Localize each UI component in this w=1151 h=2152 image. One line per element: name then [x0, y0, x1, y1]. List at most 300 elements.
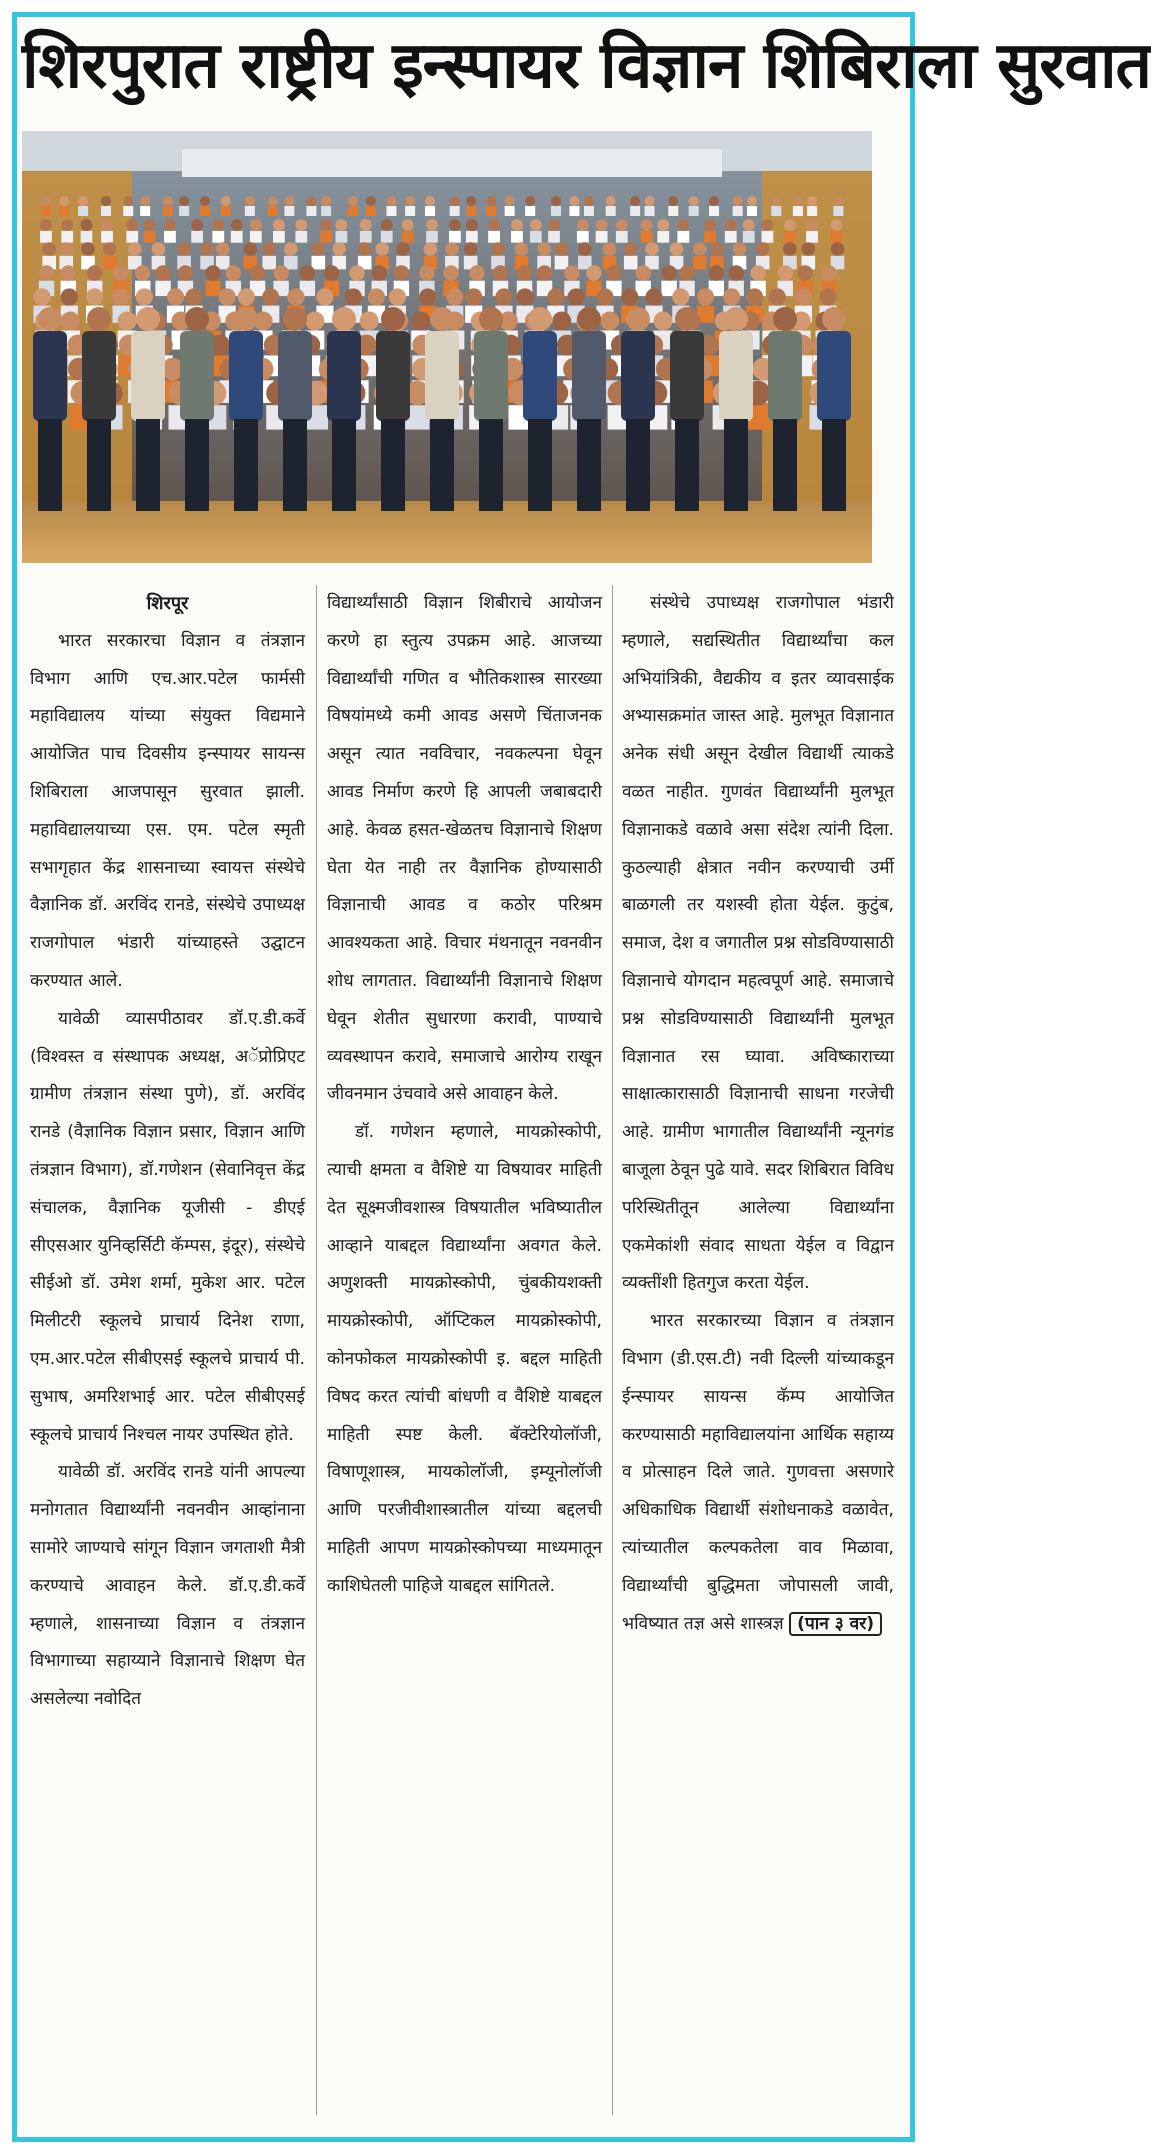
audience-member-head [756, 242, 770, 256]
guest-legs [626, 419, 650, 511]
guest-torso [621, 331, 655, 421]
audience-member-head [405, 196, 415, 206]
guest-torso [768, 331, 802, 421]
audience-member-head [345, 288, 362, 305]
audience-member-head [488, 219, 500, 231]
audience-member-head [126, 219, 138, 231]
audience-member-head [42, 242, 56, 256]
guest-legs [283, 419, 307, 511]
audience-member-head [306, 196, 316, 206]
audience-member-head [600, 312, 619, 331]
guest-legs [38, 419, 62, 511]
audience-member-body [551, 206, 561, 216]
guest-head [381, 307, 405, 331]
audience-member-head [250, 219, 262, 231]
audience-member-head [33, 288, 50, 305]
audience-member-head [360, 219, 372, 231]
guest-head [430, 307, 454, 331]
audience-member-head [657, 219, 669, 231]
audience-member-head [704, 219, 716, 231]
audience-member-head [273, 265, 288, 280]
audience-member-head [178, 265, 193, 280]
guest-head [626, 307, 650, 331]
guest-legs [773, 419, 797, 511]
audience-member-head [783, 242, 797, 256]
guest-head [332, 307, 356, 331]
audience-member-body [426, 231, 438, 243]
guest-legs [577, 419, 601, 511]
audience-member-body [488, 231, 500, 243]
audience-member-head [320, 219, 332, 231]
audience-member-head [245, 196, 255, 206]
audience-member-body [221, 206, 231, 216]
audience-member-body [212, 231, 224, 243]
audience-member-body [784, 231, 796, 243]
audience-member-head [449, 219, 461, 231]
audience-member-head [802, 242, 816, 256]
audience-member-body [126, 231, 138, 243]
audience-member-head [661, 265, 676, 280]
audience-member-head [495, 288, 512, 305]
audience-member-body [806, 231, 818, 243]
audience-member-body [140, 206, 150, 216]
audience-member-head [321, 196, 331, 206]
guest-torso [33, 331, 67, 421]
guest-torso [278, 331, 312, 421]
audience-member-body [163, 206, 173, 216]
audience-member-body [606, 206, 616, 216]
article-paragraph: यावेळी डॉ. अरविंद रानडे यांनी आपल्या मनोगतात विद्यार्थ्यांनी नवनवीन आव्हांनाना सामोरे जाण्याचे सांगून विज्ञान जगताशी मैत्री करण्याचे आवाहन केले. डॉ.ए.डी.कर्वे म्हणाले, शासनाच्या विज्ञान व तंत्रज्ञान विभागाच्या सहाय्याने विज्ञानाचे शिक्षण घेत असलेल्या नवोदित [30, 1462, 305, 1710]
audience-member-head [806, 219, 818, 231]
audience-member-head [284, 242, 298, 256]
audience-member-body [624, 256, 638, 270]
audience-member-body [312, 256, 326, 270]
audience-member-head [61, 312, 80, 331]
audience-member-body [273, 231, 285, 243]
guest-torso [572, 331, 606, 421]
audience-member-body [584, 206, 594, 216]
audience-member-head [39, 265, 54, 280]
audience-member-head [733, 242, 747, 256]
audience-member-body [335, 231, 347, 243]
audience-member-head [747, 196, 757, 206]
audience-member-head [163, 196, 173, 206]
guest-torso [817, 331, 851, 421]
audience-member-head [332, 242, 346, 256]
audience-member-head [630, 196, 640, 206]
audience-member-head [555, 242, 569, 256]
audience-member-body [704, 231, 716, 243]
guest-legs [675, 419, 699, 511]
audience-member-body [205, 281, 220, 296]
audience-member-head [491, 242, 505, 256]
audience-member-head [670, 242, 684, 256]
audience-member-head [87, 265, 102, 280]
audience-member-head [287, 288, 304, 305]
audience-member-body [103, 256, 117, 270]
audience-member-head [396, 242, 410, 256]
guest-legs [724, 419, 748, 511]
audience-member-body [693, 256, 707, 270]
continuation-marker[interactable]: (पान ३ वर) [789, 1612, 882, 1636]
audience-member-head [725, 219, 737, 231]
audience-member-body [402, 231, 414, 243]
guest-torso [474, 331, 508, 421]
audience-member-body [793, 206, 803, 216]
guest-legs [479, 419, 503, 511]
audience-member-body [425, 206, 435, 216]
audience-member-head [238, 288, 255, 305]
audience-member-head [530, 219, 542, 231]
audience-member-head [821, 265, 836, 280]
audience-member-head [516, 288, 533, 305]
audience-member-head [525, 196, 535, 206]
audience-member-head [425, 196, 435, 206]
guest-head [38, 307, 62, 331]
audience-member-body [200, 206, 210, 216]
audience-member-head [547, 288, 564, 305]
audience-member-head [819, 288, 836, 305]
audience-member-head [551, 196, 561, 206]
audience-member-body [101, 206, 111, 216]
audience-member-head [464, 242, 478, 256]
audience-member-head [689, 196, 699, 206]
guest-legs [381, 419, 405, 511]
audience-member-body [616, 231, 628, 243]
audience-member-head [469, 265, 484, 280]
guest-legs [528, 419, 552, 511]
audience-member-head [733, 196, 743, 206]
audience-member-head [778, 265, 793, 280]
audience-member-head [349, 265, 364, 280]
audience-member-head [728, 265, 743, 280]
audience-member-body [284, 206, 294, 216]
audience-member-head [621, 288, 638, 305]
audience-member-head [250, 265, 265, 280]
audience-member-body [641, 231, 653, 243]
audience-member-head [831, 242, 845, 256]
audience-member-head [548, 219, 560, 231]
audience-member-head [366, 196, 376, 206]
audience-member-head [375, 242, 389, 256]
audience-member-head [606, 196, 616, 206]
article-paragraph-text: भारत सरकारच्या विज्ञान व तंत्रज्ञान विभाग (डी.एस.टी) नवी दिल्ली यांच्याकडून ईन्स्पायर सायन्स कॅम्प आयोजित करण्यासाठी महाविद्यालयांना आर्थिक सहाय्य व प्रोत्साहन दिले जाते. गुणवत्ता असणारे अधिकाधिक विद्यार्थी संशोधनाकडे वळावेत, त्यांच्यातील कल्पकतेला वाव मिळावा, विद्यार्थ्यांची बुद्धिमता जोपासली जावी, भविष्यात तज्ञ असे शास्त्रज्ञ [622, 1311, 894, 1634]
guest-torso [82, 331, 116, 421]
audience-member-body [348, 206, 358, 216]
guest-torso [376, 331, 410, 421]
audience-member-body [78, 206, 88, 216]
audience-member-head [212, 219, 224, 231]
guest-legs [430, 419, 454, 511]
audience-member-head [672, 288, 689, 305]
guest-head [822, 307, 846, 331]
audience-member-body [59, 206, 69, 216]
audience-member-head [191, 219, 203, 231]
audience-member-head [709, 265, 724, 280]
audience-member-head [635, 265, 650, 280]
audience-member-head [411, 312, 430, 331]
audience-member-head [564, 265, 579, 280]
audience-member-head [273, 219, 285, 231]
audience-member-head [709, 196, 719, 206]
audience-member-body [657, 231, 669, 243]
photo-front-row [33, 307, 851, 511]
audience-member-head [578, 242, 592, 256]
audience-member-head [596, 288, 613, 305]
audience-member-body [725, 231, 737, 243]
audience-member-body [486, 206, 496, 216]
guest-torso [670, 331, 704, 421]
audience-member-body [833, 206, 843, 216]
audience-member-head [465, 288, 482, 305]
audience-member-head [167, 288, 184, 305]
audience-member-body [743, 231, 755, 243]
audience-member-body [807, 206, 817, 216]
audience-member-head [113, 288, 130, 305]
guest-legs [822, 419, 846, 511]
audience-member-head [762, 219, 774, 231]
audience-member-head [645, 288, 662, 305]
audience-member-body [101, 231, 113, 243]
audience-member-head [668, 196, 678, 206]
audience-member-head [679, 265, 694, 280]
audience-member-head [86, 288, 103, 305]
audience-member-head [771, 196, 781, 206]
audience-member-head [81, 242, 95, 256]
audience-member-body [771, 206, 781, 216]
guest-head [283, 307, 307, 331]
guest-head [724, 307, 748, 331]
article-paragraph: डॉ. गणेशन म्हणाले, मायक्रोस्कोपी, त्याची क्षमता व वैशिष्टे या विषयावर माहिती देत सूक्ष्मजीवशास्त्र विषयातील भविष्यातील आव्हाने याबद्दल विद्यार्थ्यांना अवगत केले. अणुशक्ती मायक्रोस्कोपी, चुंबकीयशक्ती मायक्रोस्कोपी, ऑप्टिकल मायक्रोस्कोपी, कोनफोकल मायक्रोस्कोपी इ. बद्दल माहिती विषद करत त्यांची बांधणी व वैशिष्टे याबद्दल माहिती स्पष्ट केली. बॅक्टेरियोलॉजी, विषाणूशास्त्र, मायकोलॉजी, इम्यूनोलॉजी आणि परजीवीशास्त्रातील यांच्या बद्दलची माहिती आपण मायक्रोस्कोपच्या माध्यमातून काशिघेतली पाहिजे याबद्दल सांगितले. [327, 1122, 602, 1596]
audience-member-body [262, 256, 276, 270]
audience-member-body [645, 206, 655, 216]
audience-member-head [445, 242, 459, 256]
guest-legs [136, 419, 160, 511]
guest-head [528, 307, 552, 331]
audience-member-head [81, 219, 93, 231]
audience-member-body [164, 231, 176, 243]
audience-member-body [555, 256, 569, 270]
audience-member-head [833, 196, 843, 206]
audience-member-head [118, 312, 137, 331]
audience-member-head [200, 242, 214, 256]
audience-member-head [831, 219, 843, 231]
guest-torso [180, 331, 214, 421]
audience-member-head [216, 242, 230, 256]
audience-member-head [569, 196, 579, 206]
audience-member-head [61, 288, 78, 305]
audience-member-head [616, 219, 628, 231]
audience-member-head [262, 288, 279, 305]
audience-member-head [59, 242, 73, 256]
audience-member-head [360, 312, 379, 331]
audience-member-body [747, 206, 757, 216]
audience-member-body [295, 231, 307, 243]
audience-member-head [795, 288, 812, 305]
audience-member-head [517, 265, 532, 280]
audience-member-head [466, 196, 476, 206]
guest-head [675, 307, 699, 331]
audience-member-head [152, 242, 166, 256]
audience-member-head [231, 219, 243, 231]
audience-member-head [221, 196, 231, 206]
audience-member-body [466, 231, 478, 243]
audience-member-body [81, 231, 93, 243]
audience-member-head [443, 265, 458, 280]
audience-member-head [450, 196, 460, 206]
audience-member-head [797, 265, 812, 280]
article-paragraph: संस्थेचे उपाध्यक्ष राजगोपाल भंडारी म्हणाले, सद्यस्थितीत विद्यार्थ्यांचा कल अभियांत्रिकी, वैद्यकीय व इतर व्यावसाईक अभ्यासक्रमांत जास्त आहे. मुलभूत विज्ञानात अनेक संधी असून देखील विद्यार्थी त्याकडे वळत नाहीत. गुणवंत विद्यार्थ्यांनी मुलभूत विज्ञानाकडे वळावे असा संदेश त्यांनी दिला. कुठल्याही क्षेत्रात नवीन करण्याची उर्मी बाळगली तर यशस्वी होता येईल. कुटुंब, समाज, देश व जगातील प्रश्न सोडविण्यासाठी विज्ञानाचे योगदान महत्वपूर्ण आहे. समाजाचे प्रश्न सोडविण्यासाठी विद्यार्थ्यांनी मुलभूत विज्ञानात रस घ्यावा. अविष्काराच्या साक्षात्कारासाठी विज्ञानाची साधना गरजेची आहे. ग्रामीण भागातील विद्यार्थ्यांनी न्यूनगंड बाजूला ठेवून पुढे यावे. सदर शिबिरात विविध परिस्थितीतून आलेल्या विद्यार्थ्यांना एकमेकांशी संवाद साधता येईल व विद्वान व्यक्तींशी हितगुज करता येईल. [622, 593, 894, 1294]
audience-member-head [226, 265, 241, 280]
audience-member-head [424, 242, 438, 256]
audience-member-head [784, 219, 796, 231]
audience-member-head [155, 265, 170, 280]
audience-member-head [372, 265, 387, 280]
audience-member-body [231, 231, 243, 243]
audience-member-body [321, 206, 331, 216]
audience-member-head [677, 219, 689, 231]
article-column-2 [327, 585, 602, 2120]
audience-member-body [450, 206, 460, 216]
audience-member-head [305, 312, 324, 331]
column-rule [316, 585, 317, 2115]
audience-member-body [530, 231, 542, 243]
audience-member-head [750, 265, 765, 280]
audience-member-head [59, 196, 69, 206]
audience-member-head [446, 288, 463, 305]
audience-member-head [113, 265, 128, 280]
audience-member-head [807, 196, 817, 206]
headline: शिरपुरात राष्ट्रीय इन्स्पायर विज्ञान शिबिराला सुरवात [22, 29, 1151, 103]
audience-member-head [243, 242, 257, 256]
audience-member-body [405, 206, 415, 216]
column-rule [612, 585, 613, 2115]
audience-member-body [525, 206, 535, 216]
guest-head [87, 307, 111, 331]
audience-member-head [645, 242, 659, 256]
audience-member-head [419, 288, 436, 305]
audience-member-body [61, 231, 73, 243]
audience-member-head [537, 242, 551, 256]
guest-torso [327, 331, 361, 421]
audience-member-head [577, 219, 589, 231]
audience-member-head [537, 265, 552, 280]
audience-member-head [135, 265, 150, 280]
audience-member-head [103, 242, 117, 256]
audience-member-body [596, 231, 608, 243]
guest-head [479, 307, 503, 331]
guest-torso [523, 331, 557, 421]
audience-member-body [360, 231, 372, 243]
audience-member-head [603, 242, 617, 256]
audience-member-head [41, 196, 51, 206]
guest-torso [719, 331, 753, 421]
audience-member-head [693, 242, 707, 256]
audience-member-head [793, 196, 803, 206]
audience-member-head [381, 219, 393, 231]
audience-member-body [733, 206, 743, 216]
audience-member-head [515, 242, 529, 256]
audience-member-head [358, 242, 372, 256]
audience-member-head [316, 288, 333, 305]
audience-member-body [268, 206, 278, 216]
audience-member-head [654, 312, 673, 331]
audience-member-head [743, 219, 755, 231]
dateline: शिरपूर [146, 593, 189, 614]
audience-member-body [245, 206, 255, 216]
audience-member-body [381, 231, 393, 243]
article-paragraph: भारत सरकारचा विज्ञान व तंत्रज्ञान विभाग आणि एच.आर.पटेल फार्मसी महाविद्यालय यांच्या संयुक्त विद्यमाने आयोजित पाच दिवसीय इन्स्पायर सायन्स शिबिराला आजपासून सुरवात झाली. महाविद्यालयाच्या एस. एम. पटेल स्मृती सभागृहात केंद्र शासनाच्या स्वायत्त संस्थेचे वैज्ञानिक डॉ. अरविंद रानडे, संस्थेचे उपाध्यक्ष राजगोपाल भंडारी यांच्याहस्ते उद्घाटन करण्यात आले. [30, 630, 305, 991]
audience-member-head [128, 242, 142, 256]
audience-member-head [205, 265, 220, 280]
audience-member-head [101, 196, 111, 206]
guest-head [234, 307, 258, 331]
guest-legs [185, 419, 209, 511]
guest-head [136, 307, 160, 331]
audience-member-body [577, 231, 589, 243]
audience-member-body [569, 206, 579, 216]
audience-member-head [697, 288, 714, 305]
article-paragraph [622, 1303, 894, 1643]
audience-member-body [386, 206, 396, 216]
audience-member-head [466, 219, 478, 231]
audience-member-head [386, 196, 396, 206]
article-column-1 [30, 585, 305, 2120]
guest-torso [229, 331, 263, 421]
audience-member-head [200, 196, 210, 206]
guest-torso [425, 331, 459, 421]
audience-member-head [144, 219, 156, 231]
audience-member-head [61, 265, 76, 280]
audience-member-head [335, 219, 347, 231]
audience-member-body [179, 206, 189, 216]
audience-member-head [262, 242, 276, 256]
audience-member-head [394, 265, 409, 280]
audience-member-head [140, 196, 150, 206]
audience-member-head [606, 265, 621, 280]
audience-member-head [40, 219, 52, 231]
audience-member-head [746, 288, 763, 305]
audience-member-head [710, 242, 724, 256]
audience-member-head [567, 288, 584, 305]
guest-torso [131, 331, 165, 421]
audience-member-head [389, 288, 406, 305]
audience-member-head [78, 196, 88, 206]
audience-member-body [466, 206, 476, 216]
audience-member-head [645, 196, 655, 206]
guest-legs [234, 419, 258, 511]
guest-head [773, 307, 797, 331]
audience-member-head [300, 265, 315, 280]
audience-member-head [179, 196, 189, 206]
audience-member-body [630, 206, 640, 216]
audience-member-head [219, 288, 236, 305]
audience-member-head [324, 265, 339, 280]
audience-member-body [677, 231, 689, 243]
guest-head [185, 307, 209, 331]
audience-member-head [312, 242, 326, 256]
audience-member-head [101, 219, 113, 231]
group-photo [22, 131, 872, 563]
guest-legs [87, 419, 111, 511]
audience-member-head [596, 219, 608, 231]
audience-member-head [586, 265, 601, 280]
audience-member-body [320, 231, 332, 243]
audience-member-head [284, 196, 294, 206]
audience-member-body [144, 231, 156, 243]
audience-member-body [40, 231, 52, 243]
audience-member-body [449, 231, 461, 243]
